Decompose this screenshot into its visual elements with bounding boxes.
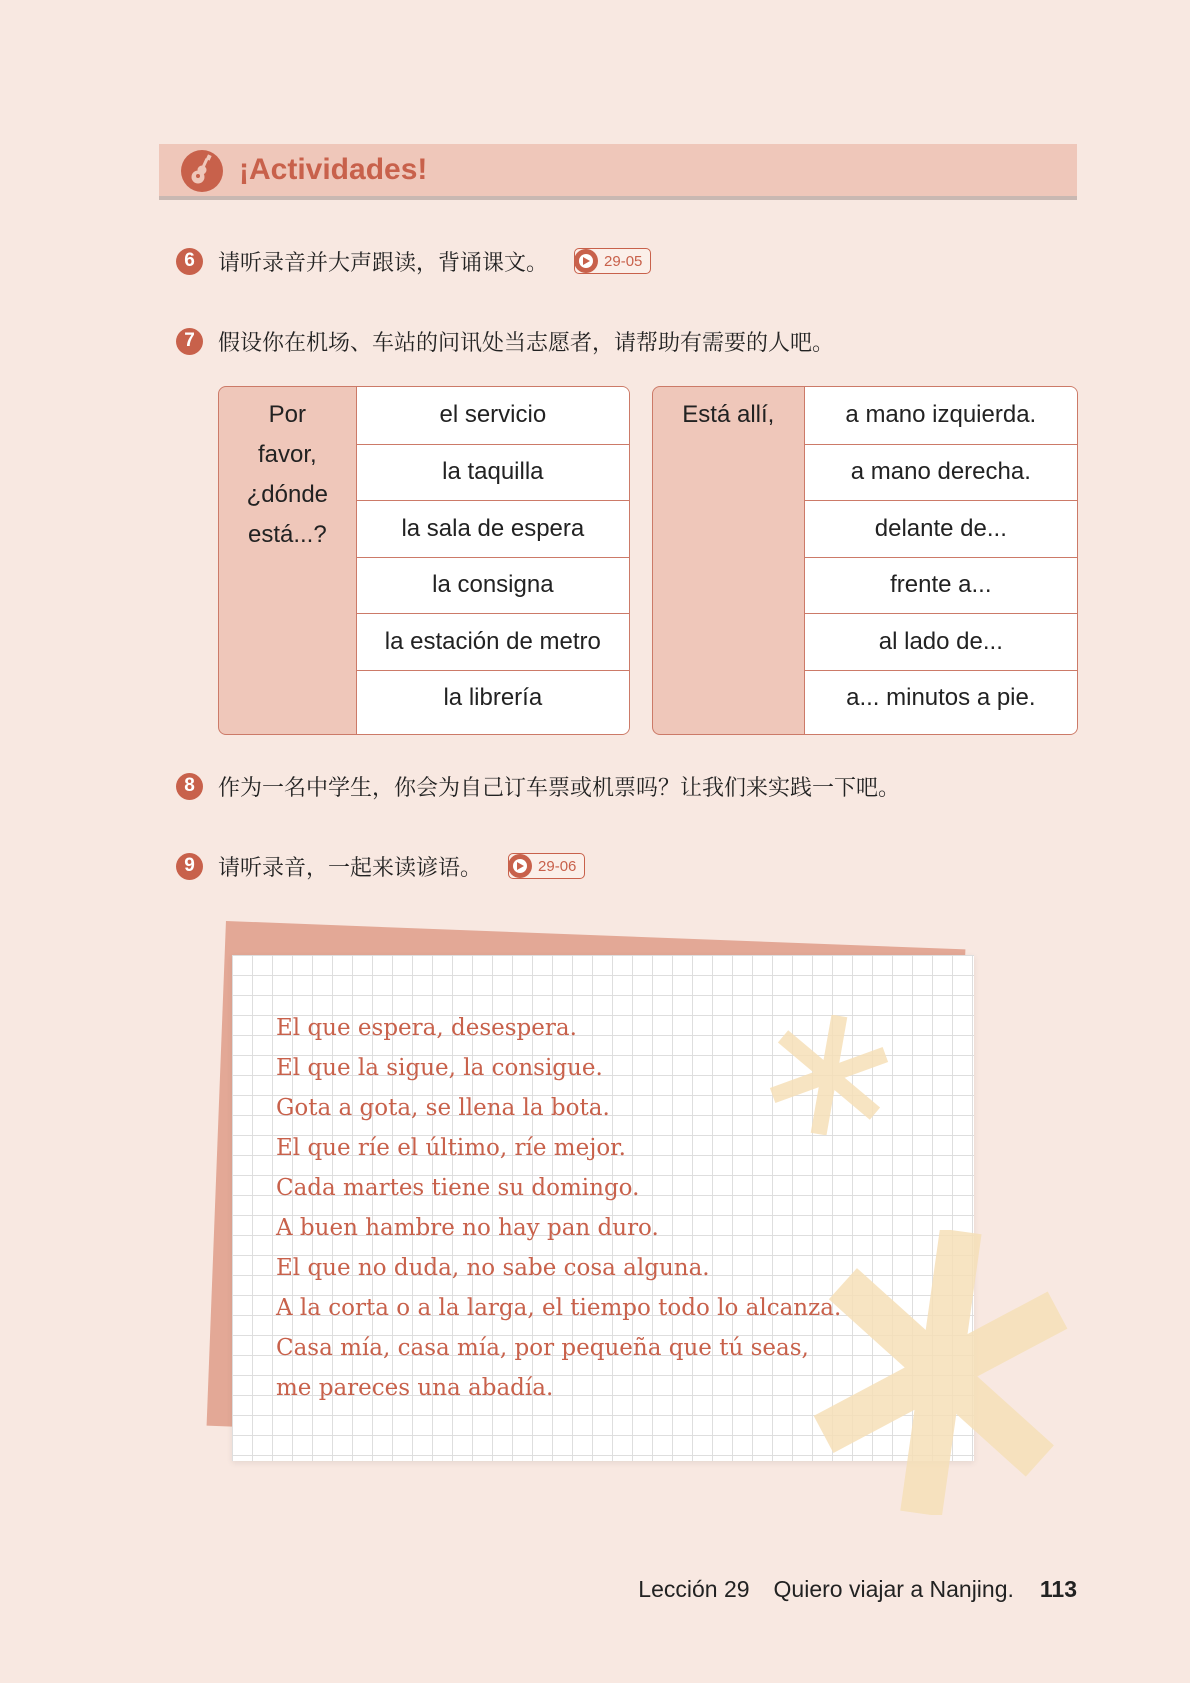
direction-item: a mano derecha. (805, 444, 1077, 501)
activity-instruction: 假设你在机场、车站的问讯处当志愿者，请帮助有需要的人吧。 (218, 330, 835, 356)
proverb-line: El que espera, desespera. (276, 1015, 577, 1041)
direction-item: frente a... (805, 557, 1077, 614)
proverb-line: A la corta o a la larga, el tiempo todo lo alcanza. (276, 1295, 842, 1321)
guitar-icon (180, 149, 224, 193)
lead-line: Está allí, (682, 401, 775, 428)
activity-number: 7 (176, 328, 203, 355)
proverb-line: Cada martes tiene su domingo. (276, 1175, 640, 1201)
play-icon (508, 854, 532, 878)
activity-7 (176, 326, 834, 356)
direction-item: al lado de... (805, 613, 1077, 670)
lesson-title: Quiero viajar a Nanjing. (773, 1576, 1014, 1602)
question-lead (219, 387, 356, 734)
proverb-line: Gota a gota, se llena la bota. (276, 1095, 610, 1121)
section-title: ¡Actividades! (239, 153, 428, 186)
proverb-line: El que no duda, no sabe cosa alguna. (276, 1255, 710, 1281)
lead-line: ¿dónde (246, 481, 329, 508)
activity-6 (176, 246, 651, 276)
proverb-line: El que la sigue, la consigue. (276, 1055, 603, 1081)
activity-number: 6 (176, 248, 203, 275)
lead-line: está...? (247, 521, 327, 548)
lead-line: favor, (257, 441, 317, 468)
activity-number: 9 (176, 853, 203, 880)
page-number: 113 (1039, 1576, 1077, 1602)
answer-phrase-table (652, 386, 1078, 735)
proverb-line: me pareces una abadía. (276, 1375, 554, 1401)
audio-track-code: 29-05 (604, 252, 643, 270)
play-icon (574, 249, 598, 273)
asterisk-decoration-icon (810, 1230, 1072, 1515)
activity-instruction: 请听录音并大声跟读，背诵课文。 (218, 250, 549, 276)
lead-line: Por (268, 401, 307, 428)
proverb-line: A buen hambre no hay pan duro. (276, 1215, 659, 1241)
proverb-line: El que ríe el último, ríe mejor. (276, 1135, 626, 1161)
audio-track-code: 29-06 (538, 857, 577, 875)
place-item: la estación de metro (357, 613, 629, 670)
answer-lead (653, 387, 804, 734)
activity-instruction: 请听录音，一起来读谚语。 (218, 855, 483, 881)
direction-list (804, 387, 1077, 734)
lesson-label: Lección 29 (638, 1576, 750, 1602)
direction-item: a mano izquierda. (845, 401, 1037, 429)
question-phrase-table (218, 386, 630, 735)
place-item: la taquilla (357, 444, 629, 501)
place-item: la sala de espera (357, 500, 629, 557)
activity-8 (176, 771, 900, 801)
proverb-list (276, 1008, 841, 1408)
place-item: la consigna (357, 557, 629, 614)
audio-track-button[interactable] (574, 248, 651, 274)
proverb-line: Casa mía, casa mía, por pequeña que tú seas, (276, 1335, 809, 1361)
place-item: el servicio (439, 401, 547, 429)
direction-item: delante de... (805, 500, 1077, 557)
activity-number: 8 (176, 773, 203, 800)
direction-item: a... minutos a pie. (805, 670, 1077, 727)
activity-9 (176, 851, 585, 881)
place-item: la librería (357, 670, 629, 727)
activity-instruction: 作为一名中学生，你会为自己订车票或机票吗？让我们来实践一下吧。 (218, 775, 901, 801)
place-list (356, 387, 629, 734)
audio-track-button[interactable] (508, 853, 585, 879)
page-footer (638, 1576, 1077, 1603)
